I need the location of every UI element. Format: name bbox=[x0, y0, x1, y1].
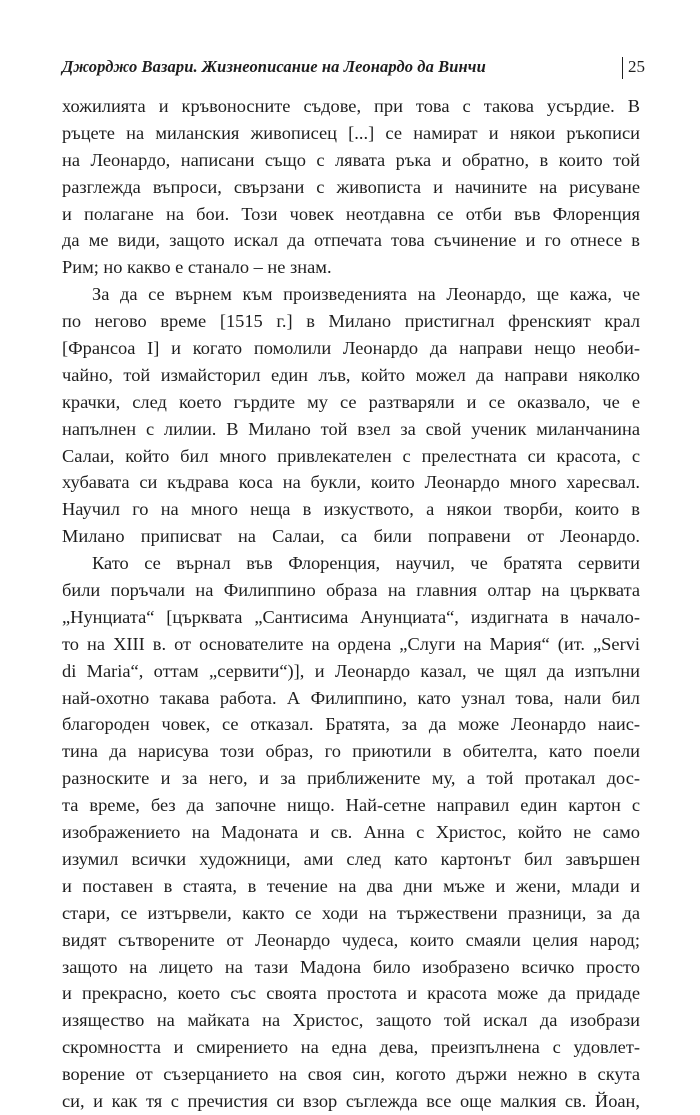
text-line: да ме види, защото искал да отпечата това съчинение и го отнесе в bbox=[62, 230, 640, 251]
text-line: стари, се изтървели, както се ходи на тържествени празници, за да bbox=[62, 902, 640, 923]
text-line: благороден човек, се отказал. Братята, за да може Леонардо наис- bbox=[62, 714, 640, 735]
text-line: разноските и за него, и за приближените му, а той протакал дос- bbox=[62, 768, 640, 789]
text-line: напълнен с лилии. В Милано той взел за свой ученик миланчанина bbox=[62, 418, 640, 439]
text-line: ръцете на миланския живописец [...] се намират и някои ръкописи bbox=[62, 122, 640, 143]
text-line: Като се върнал във Флоренция, научил, че братята сервити bbox=[92, 553, 640, 574]
text-line: на Леонардо, написани също с лявата ръка и обратно, в които той bbox=[62, 149, 640, 170]
running-title: Джорджо Вазари. Жизнеописание на Леонардо да Винчи bbox=[62, 57, 486, 76]
text-line: най-охотно такава работа. А Филиппино, като узнал това, нали бил bbox=[62, 687, 640, 708]
paragraph bbox=[62, 281, 640, 550]
page-number: 25 bbox=[628, 57, 645, 76]
text-line: по негово време [1515 г.] в Милано пристигнал френският крал bbox=[62, 311, 640, 332]
text-line: скромността и смирението на една дева, преизпълнена с удовлет- bbox=[62, 1037, 640, 1058]
text-line: тина да нарисува този образ, го приютили в обителта, като поели bbox=[62, 741, 640, 762]
text-line: си, и как тя с пречистия си взор съглежда все още малкия св. Йоан, bbox=[62, 1090, 640, 1111]
header-separator bbox=[622, 57, 623, 79]
text-line: чайно, той измайсторил един лъв, който можел да направи няколко bbox=[62, 364, 640, 385]
text-line: та време, без да започне нищо. Най-сетне направил един картон с bbox=[62, 795, 640, 816]
text-line: изящество на майката на Христос, защото той искал да изобрази bbox=[62, 1010, 640, 1031]
text-line: Научил го на много неща в изкуството, а някои творби, които в bbox=[62, 499, 640, 520]
text-line: разглежда въпроси, свързани с живописта и начините на рисуване bbox=[62, 176, 640, 197]
text-line: За да се върнем към произведенията на Леонардо, ще кажа, че bbox=[92, 284, 640, 305]
running-header bbox=[62, 52, 645, 82]
text-line: Милано приписват на Салаи, са били поправени от Леонардо. bbox=[62, 526, 640, 547]
paragraph bbox=[62, 550, 640, 1115]
text-line: защото на лицето на тази Мадона било изобразено всичко просто bbox=[62, 956, 640, 977]
text-line: хубавата си къдрава коса на букли, които Леонардо много харесвал. bbox=[62, 472, 640, 493]
text-line: [Франсоа I] и когато помолили Леонардо да направи нещо необи- bbox=[62, 338, 640, 359]
text-line: и полагане на бои. Този човек неотдавна се отби във Флоренция bbox=[62, 203, 640, 224]
text-line: били поръчали на Филиппино образа на главния олтар на църквата bbox=[62, 580, 640, 601]
text-line: изображението на Мадоната и св. Анна с Христос, който не само bbox=[62, 822, 640, 843]
text-line: видят сътворените от Леонардо чудеса, които смаяли целия народ; bbox=[62, 929, 640, 950]
body-text bbox=[62, 93, 640, 1115]
text-line: Рим; но какво е станало – не знам. bbox=[62, 257, 332, 278]
text-line: и прекрасно, което със своята простота и красота може да придаде bbox=[62, 983, 640, 1004]
text-line: и поставен в стаята, в течение на два дни мъже и жени, млади и bbox=[62, 875, 640, 896]
text-line: „Нунциата“ [църквата „Сантисима Анунциата“, издигната в начало- bbox=[62, 606, 640, 627]
text-line: крачки, след което гърдите му се разтваряли и се оказвало, че е bbox=[62, 391, 640, 412]
text-line: Салаи, който бил много привлекателен с прелестната си красота, с bbox=[62, 445, 640, 466]
text-line: хожилията и кръвоносните съдове, при това с такова усърдие. В bbox=[62, 96, 640, 116]
text-line: изумил всички художници, ами след като картонът бил завършен bbox=[62, 848, 640, 869]
text-line: di Maria“, оттам „сервити“)], и Леонардо казал, че щял да изпълни bbox=[62, 660, 640, 681]
text-line: то на XIII в. от основателите на ордена „Слуги на Мария“ (ит. „Servi bbox=[62, 633, 640, 654]
text-line: ворение от съзерцанието на своя син, когото държи нежно в скута bbox=[62, 1064, 640, 1085]
paragraph bbox=[62, 93, 640, 281]
